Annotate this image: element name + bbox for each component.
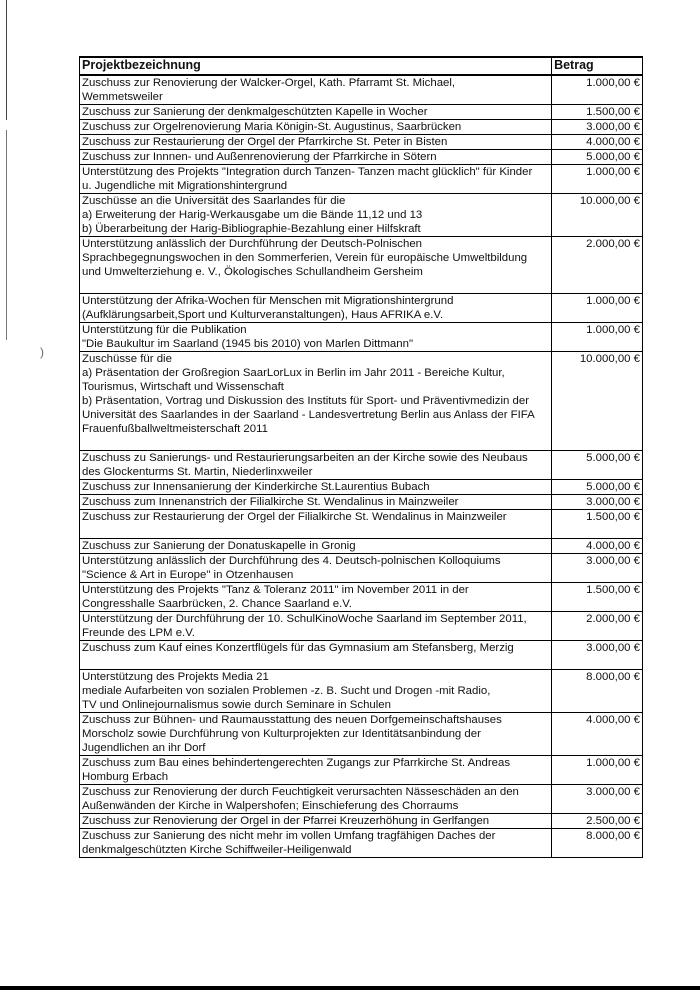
project-description-line: Unterstützung der Durchführung der 10. SchulKinoWoche Saarland im September 2011, xyxy=(82,613,527,625)
project-amount-cell: 10.000,00 € xyxy=(552,194,643,237)
project-amount-cell: 4.000,00 € xyxy=(552,713,643,756)
project-amount-cell: 3.000,00 € xyxy=(552,785,643,814)
project-amount-cell: 1.000,00 € xyxy=(552,323,643,352)
project-description-line: Zuschuss zur Sanierung des nicht mehr im vollen Umfang tragfähigen Daches der xyxy=(82,830,496,842)
project-description-line: Homburg Erbach xyxy=(82,771,169,783)
project-amount-cell: 8.000,00 € xyxy=(552,670,643,713)
project-description-line: Zuschuss zur Sanierung der denkmalgeschützten Kapelle in Wocher xyxy=(82,106,428,118)
project-description-cell xyxy=(80,583,552,612)
project-description-line: und Umwelterziehung e. V., Ökologisches Schullandheim Gersheim xyxy=(82,266,423,278)
project-description-cell xyxy=(80,480,552,495)
project-description-cell xyxy=(80,495,552,510)
project-description-line: Zuschuss zur Restaurierung der Orgel der Filialkirche St. Wendalinus in Mainzweiler xyxy=(82,511,507,523)
table-row xyxy=(80,105,643,120)
table-row xyxy=(80,670,643,713)
project-description-line: Außenwänden der Kirche in Walpershofen; Einschieferung des Chorraums xyxy=(82,800,459,812)
scan-artifact-mark: ) xyxy=(40,345,44,359)
project-description-line: Wemmetsweiler xyxy=(82,91,163,103)
project-description-line: mediale Aufarbeiten von sozialen Problemen -z. B. Sucht und Drogen -mit Radio, xyxy=(82,685,491,697)
project-description-cell xyxy=(80,554,552,583)
project-description-line: u. Jugendliche mit Migrationshintergrund xyxy=(82,180,288,192)
project-description-cell xyxy=(80,539,552,554)
project-description-cell xyxy=(80,756,552,785)
project-amount-cell: 5.000,00 € xyxy=(552,150,643,165)
project-description-line xyxy=(82,524,549,538)
project-amount-cell: 8.000,00 € xyxy=(552,829,643,858)
project-description-line: Zuschuss zur Renovierung der durch Feuchtigkeit verursachten Nässeschäden an den xyxy=(82,786,519,798)
project-description-line: a) Erweiterung der Harig-Werkausgabe um die Bände 11,12 und 13 xyxy=(82,209,423,221)
project-description-line: Universität des Saarlandes in der Saarland - Landesvertretung Berlin aus Anlass der FIFA xyxy=(82,409,535,421)
project-description-line: Zuschuss zu Sanierungs- und Restaurierungsarbeiten an der Kirche sowie des Neubaus xyxy=(82,452,528,464)
project-description-line: Zuschuss zur Sanierung der Donatuskapelle in Gronig xyxy=(82,540,356,552)
project-description-cell xyxy=(80,165,552,194)
project-amount-cell: 1.000,00 € xyxy=(552,756,643,785)
table-row xyxy=(80,451,643,480)
project-description-line: Zuschuss zur Renovierung der Orgel in der Pfarrei Kreuzerhöhung in Gerlfangen xyxy=(82,815,490,827)
project-description-line: Zuschuss zur Orgelrenovierung Maria Königin-St. Augustinus, Saarbrücken xyxy=(82,121,462,133)
project-description-cell xyxy=(80,352,552,451)
table-row xyxy=(80,612,643,641)
project-description-cell xyxy=(80,785,552,814)
project-description-line: Freunde des LPM e.V. xyxy=(82,627,195,639)
project-description-line: Unterstützung für die Publikation xyxy=(82,324,247,336)
project-description-line: Frauenfußballweltmeisterschaft 2011 xyxy=(82,423,268,435)
project-description-line: Zuschüsse an die Universität des Saarlandes für die xyxy=(82,195,346,207)
project-description-line: TV und Onlinejournalismus sowie durch Seminare in Schulen xyxy=(82,699,391,711)
project-amount-cell: 1.500,00 € xyxy=(552,510,643,539)
project-description-line: Morscholz sowie Durchführung von Kulturprojekten zur Identitätsanbindung der xyxy=(82,728,481,740)
project-description-line xyxy=(82,436,549,450)
project-amount-cell: 5.000,00 € xyxy=(552,451,643,480)
project-description-line: a) Präsentation der Großregion SaarLorLux in Berlin im Jahr 2011 - Bereiche Kultur, xyxy=(82,367,505,379)
project-description-line: Zuschuss zur Restaurierung der Orgel der Pfarrkirche St. Peter in Bisten xyxy=(82,136,448,148)
table-header-row xyxy=(80,57,643,75)
table-row xyxy=(80,75,643,105)
project-amount-cell: 1.500,00 € xyxy=(552,105,643,120)
table-row xyxy=(80,120,643,135)
project-amount-cell: 1.500,00 € xyxy=(552,583,643,612)
project-amount-cell: 3.000,00 € xyxy=(552,495,643,510)
project-amount-cell: 2.000,00 € xyxy=(552,237,643,294)
table-row xyxy=(80,829,643,858)
project-description-line: Jugendlichen an ihr Dorf xyxy=(82,742,206,754)
table-row xyxy=(80,480,643,495)
project-amount-cell: 1.000,00 € xyxy=(552,165,643,194)
project-description-line: Zuschuss zur Innnen- und Außenrenovierung der Pfarrkirche in Sötern xyxy=(82,151,437,163)
project-description-cell xyxy=(80,75,552,105)
table-row xyxy=(80,641,643,670)
project-description-line: denkmalgeschützten Kirche Schiffweiler-Heiligenwald xyxy=(82,844,352,856)
project-description-cell xyxy=(80,510,552,539)
project-description-line: Congresshalle Saarbrücken, 2. Chance Saarland e.V. xyxy=(82,598,352,610)
project-amount-cell: 3.000,00 € xyxy=(552,120,643,135)
project-description-cell xyxy=(80,713,552,756)
project-amount-cell: 3.000,00 € xyxy=(552,554,643,583)
project-description-line: Unterstützung der Afrika-Wochen für Menschen mit Migrationshintergrund xyxy=(82,295,454,307)
project-description-line: Zuschuss zur Innensanierung der Kinderkirche St.Laurentius Bubach xyxy=(82,481,430,493)
project-description-cell xyxy=(80,120,552,135)
project-amount-cell: 4.000,00 € xyxy=(552,135,643,150)
project-description-line: Zuschuss zur Bühnen- und Raumausstattung des neuen Dorfgemeinschaftshauses xyxy=(82,714,502,726)
project-description-line: Unterstützung des Projekts "Integration durch Tanzen- Tanzen macht glücklich" für Kinder xyxy=(82,166,533,178)
project-description-cell xyxy=(80,829,552,858)
table-row xyxy=(80,554,643,583)
table-row xyxy=(80,352,643,451)
project-amount-cell: 5.000,00 € xyxy=(552,480,643,495)
project-amount-cell: 2.500,00 € xyxy=(552,814,643,829)
project-amount-cell: 3.000,00 € xyxy=(552,641,643,670)
table-row xyxy=(80,150,643,165)
project-description-line: Unterstützung des Projekts "Tanz & Toleranz 2011" im November 2011 in der xyxy=(82,584,469,596)
project-description-cell xyxy=(80,670,552,713)
project-description-cell xyxy=(80,135,552,150)
project-description-line: "Science & Art in Europe" in Otzenhausen xyxy=(82,569,294,581)
header-amount: Betrag xyxy=(552,57,643,75)
table-row xyxy=(80,135,643,150)
project-description-cell xyxy=(80,641,552,670)
project-amount-cell: 10.000,00 € xyxy=(552,352,643,451)
table-body xyxy=(80,75,643,858)
project-description-line: (Aufklärungsarbeit,Sport und Kulturveranstaltungen), Haus AFRIKA e.V. xyxy=(82,309,444,321)
table-row xyxy=(80,323,643,352)
project-description-line xyxy=(82,655,549,669)
project-description-line: Zuschuss zur Renovierung der Walcker-Orgel, Kath. Pfarramt St. Michael, xyxy=(82,77,456,89)
table-row xyxy=(80,294,643,323)
project-description-line: Zuschuss zum Bau eines behindertengerechten Zugangs zur Pfarrkirche St. Andreas xyxy=(82,757,511,769)
project-description-cell xyxy=(80,612,552,641)
project-amount-cell: 2.000,00 € xyxy=(552,612,643,641)
table-row xyxy=(80,756,643,785)
table-row xyxy=(80,510,643,539)
project-description-line: des Glockenturms St. Martin, Niederlinxweiler xyxy=(82,466,313,478)
project-description-cell xyxy=(80,194,552,237)
project-description-cell xyxy=(80,294,552,323)
project-description-cell xyxy=(80,451,552,480)
table-row xyxy=(80,814,643,829)
project-description-cell xyxy=(80,105,552,120)
table-row xyxy=(80,495,643,510)
project-description-line: Sprachbegegnungswochen in den Sommerferien, Verein für europäische Umweltbildung xyxy=(82,252,528,264)
scan-margin-line xyxy=(6,130,7,340)
table-row xyxy=(80,237,643,294)
project-description-line: Unterstützung anlässlich der Durchführung der Deutsch-Polnischen xyxy=(82,238,423,250)
table-row xyxy=(80,539,643,554)
project-description-line: Zuschuss zum Kauf eines Konzertflügels für das Gymnasium am Stefansberg, Merzig xyxy=(82,642,514,654)
project-description-cell xyxy=(80,814,552,829)
project-description-line: Unterstützung anlässlich der Durchführung des 4. Deutsch-polnischen Kolloquiums xyxy=(82,555,501,567)
scan-margin-line xyxy=(6,0,7,120)
table-row xyxy=(80,713,643,756)
table-row xyxy=(80,583,643,612)
project-amount-cell: 1.000,00 € xyxy=(552,294,643,323)
project-description-cell xyxy=(80,323,552,352)
project-description-line: b) Überarbeitung der Harig-Bibliographie-Bezahlung einer Hilfskraft xyxy=(82,223,421,235)
project-amount-cell: 4.000,00 € xyxy=(552,539,643,554)
project-amount-cell: 1.000,00 € xyxy=(552,75,643,105)
project-description-line xyxy=(82,279,549,293)
project-description-cell xyxy=(80,237,552,294)
header-project-description: Projektbezeichnung xyxy=(80,57,552,75)
table-row xyxy=(80,785,643,814)
project-description-line: b) Präsentation, Vortrag und Diskussion des Instituts für Sport- und Präventivmedizin der xyxy=(82,395,529,407)
scan-bottom-edge xyxy=(0,986,700,990)
project-funding-table xyxy=(79,56,643,858)
project-description-line: Tourismus, Wirtschaft und Wissenschaft xyxy=(82,381,284,393)
project-description-line: Zuschüsse für die xyxy=(82,353,172,365)
project-description-cell xyxy=(80,150,552,165)
project-description-line: Zuschuss zum Innenanstrich der Filialkirche St. Wendalinus in Mainzweiler xyxy=(82,496,459,508)
project-description-line: "Die Baukultur im Saarland (1945 bis 2010) von Marlen Dittmann" xyxy=(82,338,413,350)
project-description-line: Unterstützung des Projekts Media 21 xyxy=(82,671,269,683)
table-row xyxy=(80,165,643,194)
table-row xyxy=(80,194,643,237)
